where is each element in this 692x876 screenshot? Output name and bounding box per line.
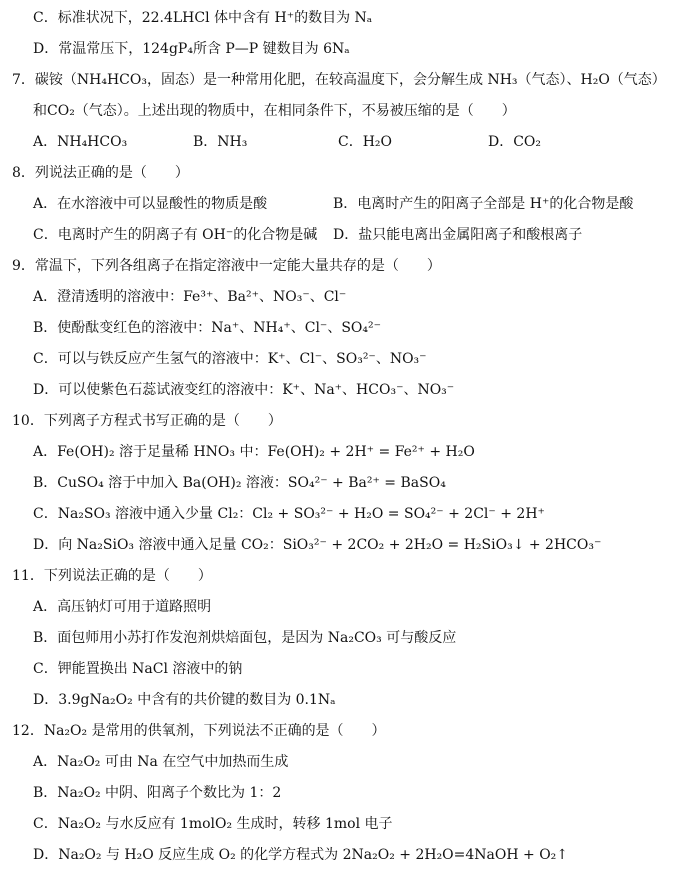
q6-option-d: D．常温常压下，124gP₄所含 P—P 键数目为 6Nₐ bbox=[33, 41, 350, 57]
q11-option-b: B．面包师用小苏打作发泡剂烘焙面包，是因为 Na₂CO₃ 可与酸反应 bbox=[33, 630, 457, 646]
q8-stem: 8．列说法正确的是（ ） bbox=[12, 165, 189, 181]
q8-option-a: A．在水溶液中可以显酸性的物质是酸 bbox=[33, 196, 268, 212]
q10-option-b: B．CuSO₄ 溶于中加入 Ba(OH)₂ 溶液：SO₄²⁻ + Ba²⁺ = BaSO₄ bbox=[33, 475, 446, 491]
q10-option-d: D．向 Na₂SiO₃ 溶液中通入足量 CO₂：SiO₃²⁻ + 2CO₂ + 2H₂O = H₂SiO₃↓ + 2HCO₃⁻ bbox=[33, 537, 602, 553]
q8-option-b: B．电离时产生的阳离子全部是 H⁺的化合物是酸 bbox=[333, 196, 634, 212]
q7-option-c: C．H₂O bbox=[338, 134, 393, 150]
q7-option-a: A．NH₄HCO₃ bbox=[33, 134, 128, 150]
q10-option-c: C．Na₂SO₃ 溶液中通入少量 Cl₂：Cl₂ + SO₃²⁻ + H₂O = SO₄²⁻ + 2Cl⁻ + 2H⁺ bbox=[33, 506, 545, 522]
q7-stem-cont: 和CO₂（气态）。上述出现的物质中，在相同条件下，不易被压缩的是（ ） bbox=[33, 103, 516, 119]
q10-stem: 10．下列离子方程式书写正确的是（ ） bbox=[12, 413, 282, 429]
q7-option-b: B．NH₃ bbox=[193, 134, 248, 150]
q9-stem: 9．常温下，下列各组离子在指定溶液中一定能大量共存的是（ ） bbox=[12, 258, 441, 274]
q9-option-d: D．可以使紫色石蕊试液变红的溶液中：K⁺、Na⁺、HCO₃⁻、NO₃⁻ bbox=[33, 382, 455, 398]
q11-stem: 11．下列说法正确的是（ ） bbox=[12, 568, 212, 584]
q12-option-b: B．Na₂O₂ 中阴、阳离子个数比为 1：2 bbox=[33, 785, 282, 801]
q9-option-b: B．使酚酞变红色的溶液中：Na⁺、NH₄⁺、Cl⁻、SO₄²⁻ bbox=[33, 320, 381, 336]
q8-option-d: D．盐只能电离出金属阳离子和酸根离子 bbox=[333, 227, 583, 243]
q9-option-a: A．澄清透明的溶液中：Fe³⁺、Ba²⁺、NO₃⁻、Cl⁻ bbox=[33, 289, 347, 305]
q11-option-a: A．高压钠灯可用于道路照明 bbox=[33, 599, 212, 615]
q8-option-c: C．电离时产生的阴离子有 OH⁻的化合物是碱 bbox=[33, 227, 318, 243]
q7-option-d: D．CO₂ bbox=[488, 134, 542, 150]
q12-option-a: A．Na₂O₂ 可由 Na 在空气中加热而生成 bbox=[33, 754, 289, 770]
q10-option-a: A．Fe(OH)₂ 溶于足量稀 HNO₃ 中：Fe(OH)₂ + 2H⁺ = Fe²⁺ + H₂O bbox=[33, 444, 475, 460]
q12-option-c: C．Na₂O₂ 与水反应有 1molO₂ 生成时，转移 1mol 电子 bbox=[33, 816, 393, 832]
q11-option-d: D．3.9gNa₂O₂ 中含有的共价键的数目为 0.1Nₐ bbox=[33, 692, 336, 708]
q9-option-c: C．可以与铁反应产生氢气的溶液中：K⁺、Cl⁻、SO₃²⁻、NO₃⁻ bbox=[33, 351, 427, 367]
q6-option-c: C．标准状况下，22.4LHCl 体中含有 H⁺的数目为 Nₐ bbox=[33, 10, 373, 26]
q12-stem: 12．Na₂O₂ 是常用的供氧剂，下列说法不正确的是（ ） bbox=[12, 723, 386, 739]
q12-option-d: D．Na₂O₂ 与 H₂O 反应生成 O₂ 的化学方程式为 2Na₂O₂ + 2H₂O=4NaOH + O₂↑ bbox=[33, 847, 569, 863]
q11-option-c: C．钾能置换出 NaCl 溶液中的钠 bbox=[33, 661, 243, 677]
q7-stem: 7．碳铵（NH₄HCO₃，固态）是一种常用化肥，在较高温度下，会分解生成 NH₃（气态）、H₂O（气态） bbox=[12, 72, 666, 88]
